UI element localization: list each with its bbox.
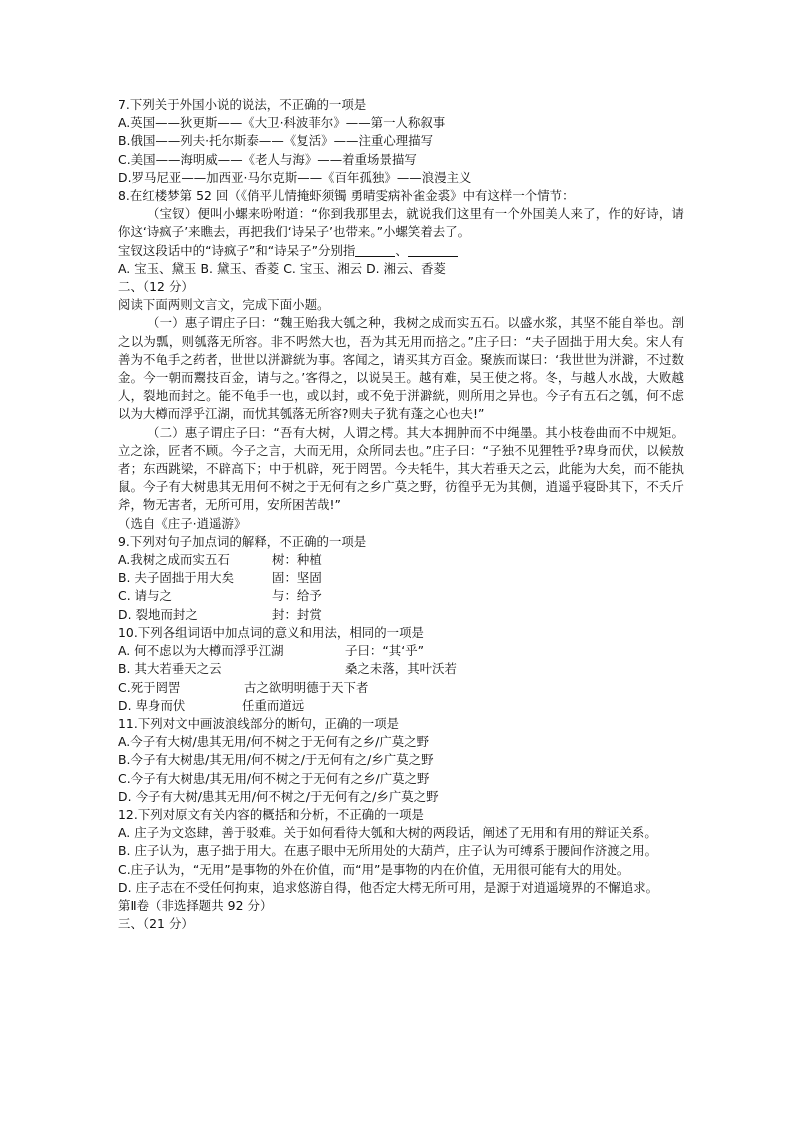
q12-option-c: C.庄子认为，“无用”是事物的外在价值，而“用”是事物的内在价值，无用很可能有大的用处。 xyxy=(118,861,630,877)
q12-option-b: B. 庄子认为，惠子拙于用大。在惠子眼中无所用处的大葫芦，庄子认为可缚系于腰间作济渡之用。 xyxy=(118,843,658,859)
section-3-header: 三、（21 分） xyxy=(118,916,194,932)
q9-option-a-gloss: 树：种植 xyxy=(272,552,322,568)
q11-option-c: C.今子有大树患/其无用/何不树之于无何有之乡/广莫之野 xyxy=(118,770,430,786)
q8-ask-sep: 、 xyxy=(395,242,408,258)
q9-option-d-gloss: 封：封赏 xyxy=(272,606,322,622)
q10-option-b-pair: 桑之未落，其叶沃若 xyxy=(345,661,457,677)
q12-stem: 12.下列对原文有关内容的概括和分析，不正确的一项是 xyxy=(118,806,424,822)
q8-blank-1[interactable] xyxy=(355,244,395,257)
q10-option xyxy=(118,642,684,660)
q9-option xyxy=(118,551,684,569)
q9-option-c-gloss: 与：给予 xyxy=(272,588,322,604)
q8-blank-2[interactable] xyxy=(408,244,458,257)
q8-choices: A. 宝玉、黛玉 B. 黛玉、香菱 C. 宝玉、湘云 D. 湘云、香菱 xyxy=(118,260,446,276)
q8-ask xyxy=(118,242,684,260)
q10-option-d-pair: 任重而道远 xyxy=(242,697,305,713)
q9-option-b-gloss: 固：坚固 xyxy=(272,570,322,586)
q12-option-d: D. 庄子志在不受任何拘束，追求悠游自得，他否定大樗无所可用，是源于对逍遥境界的不懈追求。 xyxy=(118,879,659,895)
q11-option-a: A.今子有大树/患其无用/何不树之于无何有之乡/广莫之野 xyxy=(118,734,430,750)
q10-option xyxy=(118,660,684,678)
q11-option-b: B.今子有大树患/其无用/何不树之/于无何有之/乡广莫之野 xyxy=(118,752,434,768)
q9-option-c: C. 请与之 xyxy=(118,588,173,604)
q9-option-d: D. 裂地而封之 xyxy=(118,606,198,622)
exam-page xyxy=(118,96,684,933)
q12-option-a: A. 庄子为文恣肆，善于驳难。关于如何看待大瓠和大树的两段话，阐述了无用和有用的辩证关系。 xyxy=(118,825,657,841)
passage-source: （选自《庄子·逍遥游》 xyxy=(118,515,247,531)
q7-option-c: C.美国——海明威——《老人与海》——着重场景描写 xyxy=(118,151,417,167)
q10-option-c-pair: 古之欲明明德于天下者 xyxy=(244,679,369,695)
q8-ask-text: 宝钗这段话中的“诗疯子”和“诗呆子”分别指 xyxy=(118,242,356,258)
q9-stem: 9.下列对句子加点词的解释，不正确的一项是 xyxy=(118,533,367,549)
q8-stem: 8.在红楼梦第 52 回（《俏平儿情掩虾须镯 勇晴雯病补雀金裘》中有这样一个情节： xyxy=(118,188,575,204)
passage-1: （一）惠子谓庄子曰：“魏王贻我大瓠之种，我树之成而实五石。以盛水浆，其坚不能自举也。剖之以为瓢，则瓠落无所容。非不呺然大也，吾为其无用而掊之。”庄子曰：“夫子固拙于用大矣。宋人有善为不龟手之药者，世世以洴澼絖为事。客闻之，请买其方百金。聚族而谋曰：‘我世世为洴澼，不过数金。今一朝而鬻技百金，请与之。’客得之，以说吴王。越有难，吴王使之将。冬，与越人水战，大败越人，裂地而封之。能不龟手一也，或以封，或不免于洴澼絖，则所用之异也。今子有五石之瓠，何不虑以为大樽而浮乎江湖，而忧其瓠落无所容?则夫子犹有蓬之心也夫!” xyxy=(118,315,684,422)
q7-option-b: B.俄国——列夫·托尔斯泰——《复活》——注重心理描写 xyxy=(118,133,434,149)
part-2-header: 第Ⅱ卷（非选择题共 92 分） xyxy=(118,897,273,913)
section-2-intro: 阅读下面两则文言文，完成下面小题。 xyxy=(118,297,330,313)
q11-stem: 11.下列对文中画波浪线部分的断句，正确的一项是 xyxy=(118,715,400,731)
q9-option-b: B. 夫子固拙于用大矣 xyxy=(118,570,235,586)
q9-option xyxy=(118,569,684,587)
q8-quote: （宝钗）便叫小螺来吩咐道：“你到我那里去，就说我们这里有一个外国美人来了，作的好诗，请你这‘诗疯子’来瞧去，再把我们‘诗呆子’也带来。”小螺笑着去了。 xyxy=(118,206,684,240)
q10-option-a-pair: 子曰：“其‘乎” xyxy=(345,643,425,659)
q10-option-d: D. 卑身而伏 xyxy=(118,697,186,713)
passage-2: （二）惠子谓庄子曰：“吾有大树，人谓之樗。其大本拥肿而不中绳墨。其小枝卷曲而不中规矩。立之涂，匠者不顾。今子之言，大而无用，众所同去也。”庄子曰：“子独不见狸牲乎?卑身而伏，以候敖者；东西跳梁，不辟高下；中于机辟，死于罔罟。今夫牦牛，其大若垂天之云，此能为大矣，而不能执鼠。今子有大树患其无用何不树之于无何有之乡广莫之野，彷徨乎无为其侧，逍遥乎寝卧其下，不夭斤斧，物无害者，无所可用，安所困苦哉!” xyxy=(118,424,684,513)
q10-option-a: A. 何不虑以为大樽而浮乎江湖 xyxy=(118,643,284,659)
section-2-header: 二、（12 分） xyxy=(118,279,194,295)
q10-option xyxy=(118,697,684,715)
q10-stem: 10.下列各组词语中加点词的意义和用法，相同的一项是 xyxy=(118,624,424,640)
q10-option-c: C.死于罔罟 xyxy=(118,679,181,695)
q9-option xyxy=(118,587,684,605)
q10-option-b: B. 其大若垂天之云 xyxy=(118,661,222,677)
q7-stem: 7.下列关于外国小说的说法，不正确的一项是 xyxy=(118,97,367,112)
q11-option-d: D. 今子有大树/患其无用/何不树之/于无何有之/乡广莫之野 xyxy=(118,788,439,804)
q7-option-a: A.英国——狄更斯——《大卫·科波菲尔》——第一人称叙事 xyxy=(118,115,446,131)
q7-option-d: D.罗马尼亚——加西亚·马尔克斯——《百年孤独》——浪漫主义 xyxy=(118,169,472,185)
q9-option-a: A.我树之成而实五石 xyxy=(118,552,230,568)
q9-option xyxy=(118,606,684,624)
q10-option xyxy=(118,679,684,697)
